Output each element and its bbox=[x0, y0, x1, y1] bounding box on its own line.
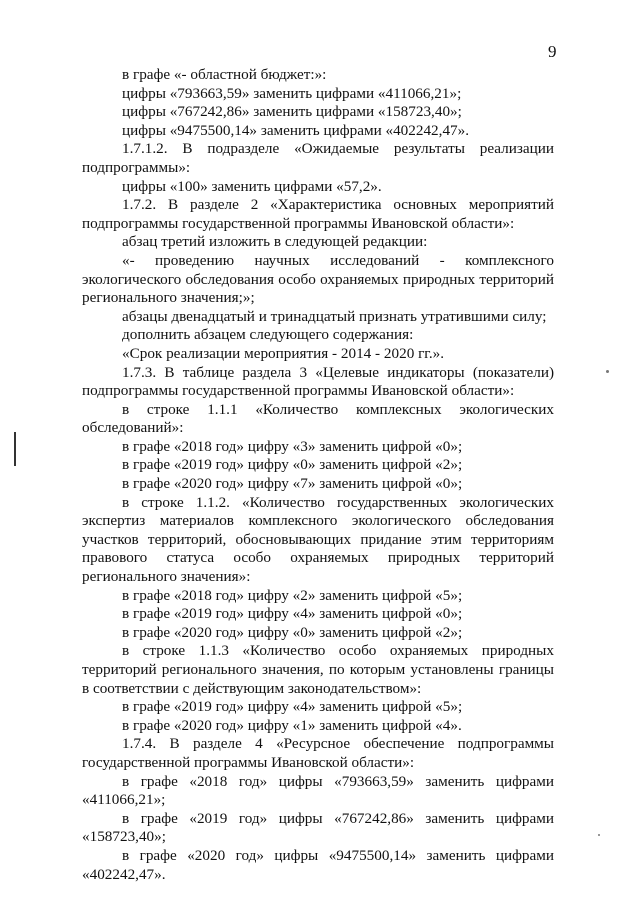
paragraph: цифры «100» заменить цифрами «57,2». bbox=[122, 177, 382, 195]
paragraph: цифры «767242,86» заменить цифрами «158723,40»; bbox=[122, 103, 462, 121]
paragraph: в графе «2019 год» цифру «0» заменить цифрой «2»; bbox=[122, 456, 463, 474]
paragraph: в графе «2020 год» цифру «0» заменить цифрой «2»; bbox=[122, 623, 463, 641]
paragraph: в строке 1.1.1 «Количество комплексных экологических обследований»: bbox=[82, 400, 554, 437]
scan-speck bbox=[606, 370, 609, 373]
paragraph: в графе «- областной бюджет:»: bbox=[122, 66, 327, 83]
paragraph: в графе «2018 год» цифру «3» заменить цифрой «0»; bbox=[122, 437, 463, 455]
paragraph: 1.7.4. В разделе 4 «Ресурсное обеспечение подпрограммы государственной программы Ивановской области»: bbox=[82, 735, 554, 771]
paragraph: в графе «2020 год» цифру «1» заменить цифрой «4». bbox=[122, 716, 462, 734]
paragraph: абзац третий изложить в следующей редакции: bbox=[122, 233, 428, 251]
paragraph: 1.7.2. В разделе 2 «Характеристика основных мероприятий подпрограммы государственной программы Ивановской области»: bbox=[82, 196, 554, 232]
paragraph: в графе «2019 год» цифру «4» заменить цифрой «5»; bbox=[122, 698, 463, 716]
document-body bbox=[82, 66, 554, 884]
paragraph: в графе «2019 год» цифры «767242,86» заменить цифрами «158723,40»; bbox=[82, 809, 554, 846]
paragraph: в строке 1.1.2. «Количество государственных экологических экспертиз материалов комплексного экологического обследования участков территорий, обосновывающих придание этим территориям правового статуса особо охраняемых природных территорий регионального значения»: bbox=[82, 493, 554, 586]
paragraph: в графе «2018 год» цифру «2» заменить цифрой «5»; bbox=[122, 586, 463, 604]
paragraph: «- проведению научных исследований - комплексного экологического обследования особо охраняемых природных территорий регионального значения;»; bbox=[82, 251, 554, 307]
paragraph: 1.7.1.2. В подразделе «Ожидаемые результаты реализации подпрограммы»: bbox=[82, 140, 554, 176]
paragraph: в графе «2019 год» цифру «4» заменить цифрой «0»; bbox=[122, 605, 463, 623]
paragraph: в графе «2020 год» цифру «7» заменить цифрой «0»; bbox=[122, 475, 463, 493]
paragraph: абзацы двенадцатый и тринадцатый признать утратившими силу; bbox=[122, 307, 547, 325]
scan-speck bbox=[598, 834, 600, 836]
paragraph: 1.7.3. В таблице раздела 3 «Целевые индикаторы (показатели) подпрограммы государственной программы Ивановской области»: bbox=[82, 363, 554, 400]
paragraph: цифры «9475500,14» заменить цифрами «402242,47». bbox=[122, 121, 470, 139]
paragraph: цифры «793663,59» заменить цифрами «411066,21»; bbox=[122, 84, 462, 102]
page-number: 9 bbox=[548, 42, 557, 61]
paragraph: дополнить абзацем следующего содержания: bbox=[122, 326, 414, 344]
paragraph: «Срок реализации мероприятия - 2014 - 2020 гг.». bbox=[122, 344, 445, 362]
paragraph: в строке 1.1.3 «Количество особо охраняемых природных территорий регионального значения, по которым установлены границы в соответствии с действующим законодательством»: bbox=[82, 642, 554, 697]
paragraph: в графе «2020 год» цифры «9475500,14» заменить цифрами «402242,47». bbox=[82, 846, 554, 883]
margin-mark bbox=[14, 432, 16, 466]
paragraph: в графе «2018 год» цифры «793663,59» заменить цифрами «411066,21»; bbox=[82, 772, 554, 809]
